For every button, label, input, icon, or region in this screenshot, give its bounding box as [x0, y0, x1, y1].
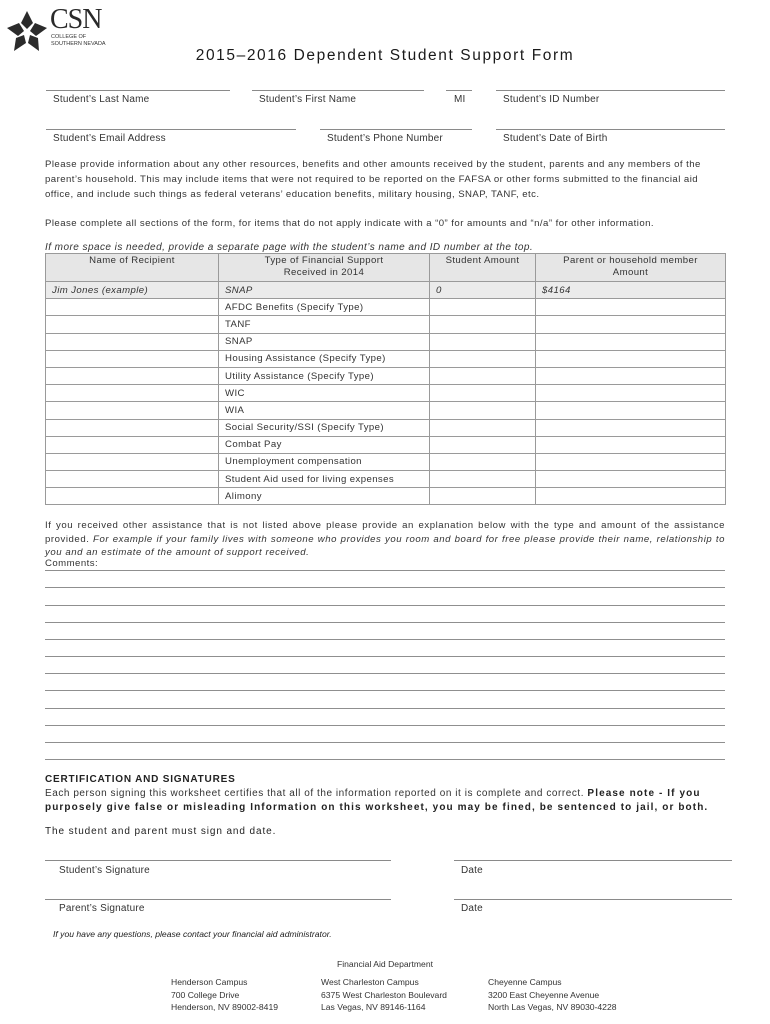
recipient-cell[interactable] — [46, 488, 219, 505]
parent-amount-cell[interactable] — [536, 367, 726, 384]
student-id-label: Student’s ID Number — [503, 94, 600, 105]
comment-line[interactable] — [45, 673, 725, 674]
support-type-cell: Alimony — [219, 488, 430, 505]
certification-text — [45, 787, 735, 815]
financial-aid-department: Financial Aid Department — [336, 959, 433, 969]
recipient-cell[interactable] — [46, 316, 219, 333]
table-row — [46, 350, 726, 367]
recipient-cell[interactable] — [46, 453, 219, 470]
last-name-label: Student’s Last Name — [53, 94, 150, 105]
parent-amount-cell[interactable] — [536, 316, 726, 333]
student-amount-cell[interactable] — [430, 299, 536, 316]
support-type-cell: Housing Assistance (Specify Type) — [219, 350, 430, 367]
cheyenne-campus-address — [488, 976, 617, 1014]
mi-field[interactable] — [446, 90, 472, 91]
student-amount-cell[interactable] — [430, 385, 536, 402]
table-row — [46, 436, 726, 453]
parent-amount-cell[interactable] — [536, 402, 726, 419]
campus-city: Henderson, NV 89002-8419 — [171, 1002, 279, 1012]
certification-warning: Please note - If you purposely give false or misleading Information on this worksheet, you may be fined, be sentenced to jail, or both. — [45, 788, 709, 813]
dob-field[interactable] — [496, 129, 725, 130]
table-row — [46, 333, 726, 350]
last-name-field[interactable] — [46, 90, 230, 91]
table-row — [46, 488, 726, 505]
parent-amount-cell[interactable] — [536, 299, 726, 316]
comment-line[interactable] — [45, 656, 725, 657]
other-assistance-example: For example if your family lives with someone who provides you room and board for free please provide their name, relationship to you and an estimate of the amount of support received. — [45, 533, 725, 558]
comment-line[interactable] — [45, 570, 725, 571]
table-row — [46, 402, 726, 419]
csn-logo — [6, 6, 106, 50]
support-type-cell: AFDC Benefits (Specify Type) — [219, 299, 430, 316]
support-type-cell: SNAP — [219, 333, 430, 350]
student-amount-cell[interactable] — [430, 419, 536, 436]
campus-city: North Las Vegas, NV 89030-4228 — [488, 1002, 617, 1012]
table-row — [46, 385, 726, 402]
form-title: 2015–2016 Dependent Student Support Form — [195, 47, 575, 64]
student-amount-cell[interactable] — [430, 350, 536, 367]
recipient-cell[interactable] — [46, 299, 219, 316]
comment-line[interactable] — [45, 725, 725, 726]
campus-city: Las Vegas, NV 89146-1164 — [321, 1002, 426, 1012]
student-amount-cell[interactable] — [430, 402, 536, 419]
student-amount-cell[interactable] — [430, 488, 536, 505]
questions-note: If you have any questions, please contact your financial aid administrator. — [53, 929, 332, 939]
table-row — [46, 367, 726, 384]
student-date-field[interactable] — [454, 860, 732, 861]
student-signature-field[interactable] — [45, 860, 391, 861]
comment-line[interactable] — [45, 759, 725, 760]
header-parent-amount: Parent or household member Amount — [536, 254, 726, 282]
mi-label: MI — [454, 94, 466, 105]
example-parent-amount: $4164 — [536, 282, 726, 299]
parent-date-label: Date — [461, 903, 483, 914]
parent-amount-cell[interactable] — [536, 453, 726, 470]
intro-paragraph: Please provide information about any other resources, benefits and other amounts received by the student, parents and any members of the parent’s household. This may include items that were not required to be reported on the FAFSA or other forms submitted to the financial aid office, and include such things as federal veterans’ education benefits, military housing, SNAP, TANF, etc. — [45, 159, 701, 200]
support-type-cell: Unemployment compensation — [219, 453, 430, 470]
student-amount-cell[interactable] — [430, 453, 536, 470]
other-assistance-text — [45, 519, 725, 560]
recipient-cell[interactable] — [46, 471, 219, 488]
support-type-cell: Utility Assistance (Specify Type) — [219, 367, 430, 384]
space-note: If more space is needed, provide a separate page with the student’s name and ID number at the top. — [45, 242, 534, 253]
certification-statement: Each person signing this worksheet certifies that all of the information reported on it is complete and correct. — [45, 788, 585, 799]
first-name-label: Student’s First Name — [259, 94, 357, 105]
parent-date-field[interactable] — [454, 899, 732, 900]
student-signature-label: Student’s Signature — [59, 865, 150, 876]
logo-wordmark: CSN — [50, 4, 102, 35]
comment-line[interactable] — [45, 622, 725, 623]
csn-star-icon — [6, 10, 48, 52]
support-type-cell: Social Security/SSI (Specify Type) — [219, 419, 430, 436]
table-row — [46, 299, 726, 316]
comment-line[interactable] — [45, 587, 725, 588]
recipient-cell[interactable] — [46, 436, 219, 453]
phone-field[interactable] — [320, 129, 472, 130]
student-date-label: Date — [461, 865, 483, 876]
campus-street: 700 College Drive — [171, 989, 240, 1000]
comment-line[interactable] — [45, 605, 725, 606]
phone-label: Student’s Phone Number — [327, 133, 443, 144]
comment-line[interactable] — [45, 639, 725, 640]
header-student-amount: Student Amount — [430, 254, 536, 282]
student-amount-cell[interactable] — [430, 471, 536, 488]
dob-label: Student’s Date of Birth — [503, 133, 608, 144]
table-row — [46, 419, 726, 436]
campus-street: 6375 West Charleston Boulevard — [321, 989, 447, 1000]
table-header-row — [46, 254, 726, 282]
student-amount-cell[interactable] — [430, 367, 536, 384]
email-label: Student’s Email Address — [53, 133, 166, 144]
henderson-campus-address — [171, 976, 278, 1014]
parent-amount-cell[interactable] — [536, 471, 726, 488]
campus-name: Cheyenne Campus — [488, 977, 562, 987]
student-amount-cell[interactable] — [430, 333, 536, 350]
support-type-cell: Combat Pay — [219, 436, 430, 453]
example-row — [46, 282, 726, 299]
table-row — [46, 453, 726, 470]
example-student-amount: 0 — [430, 282, 536, 299]
comment-line[interactable] — [45, 690, 725, 691]
campus-name: West Charleston Campus — [321, 977, 419, 987]
parent-amount-cell[interactable] — [536, 419, 726, 436]
student-id-field[interactable] — [496, 90, 725, 91]
recipient-cell[interactable] — [46, 350, 219, 367]
support-type-cell: WIC — [219, 385, 430, 402]
email-field[interactable] — [46, 129, 296, 130]
parent-amount-cell[interactable] — [536, 385, 726, 402]
recipient-cell[interactable] — [46, 402, 219, 419]
first-name-field[interactable] — [252, 90, 424, 91]
instructions-paragraph: Please complete all sections of the form, for items that do not apply indicate with a “0” for amounts and “n/a” for other information. — [45, 218, 655, 229]
parent-amount-cell[interactable] — [536, 488, 726, 505]
support-table — [45, 253, 726, 505]
student-amount-cell[interactable] — [430, 316, 536, 333]
support-type-cell: Student Aid used for living expenses — [219, 471, 430, 488]
sign-instruction: The student and parent must sign and date. — [45, 826, 277, 837]
recipient-cell[interactable] — [46, 419, 219, 436]
recipient-cell[interactable] — [46, 333, 219, 350]
campus-name: Henderson Campus — [171, 977, 248, 987]
certification-heading: CERTIFICATION AND SIGNATURES — [45, 774, 236, 785]
example-support-type: SNAP — [219, 282, 430, 299]
west-charleston-campus-address — [321, 976, 447, 1014]
other-assistance-instructions: If you received other assistance that is not listed above please provide an explanation below with the type and amount of the assistance provided. — [45, 520, 725, 545]
comment-line[interactable] — [45, 708, 725, 709]
header-support-type: Type of Financial Support Received in 2014 — [219, 254, 430, 282]
comment-line[interactable] — [45, 742, 725, 743]
parent-signature-label: Parent’s Signature — [59, 903, 145, 914]
parent-amount-cell[interactable] — [536, 350, 726, 367]
parent-signature-field[interactable] — [45, 899, 391, 900]
logo-subtext: COLLEGE OF SOUTHERN NEVADA — [51, 34, 106, 47]
recipient-cell[interactable] — [46, 367, 219, 384]
parent-amount-cell[interactable] — [536, 436, 726, 453]
student-amount-cell[interactable] — [430, 436, 536, 453]
example-recipient: Jim Jones (example) — [46, 282, 219, 299]
recipient-cell[interactable] — [46, 385, 219, 402]
campus-street: 3200 East Cheyenne Avenue — [488, 989, 600, 1000]
table-row — [46, 316, 726, 333]
header-recipient: Name of Recipient — [46, 254, 219, 282]
parent-amount-cell[interactable] — [536, 333, 726, 350]
table-row — [46, 471, 726, 488]
support-type-cell: WIA — [219, 402, 430, 419]
comments-label: Comments: — [45, 558, 99, 569]
support-type-cell: TANF — [219, 316, 430, 333]
